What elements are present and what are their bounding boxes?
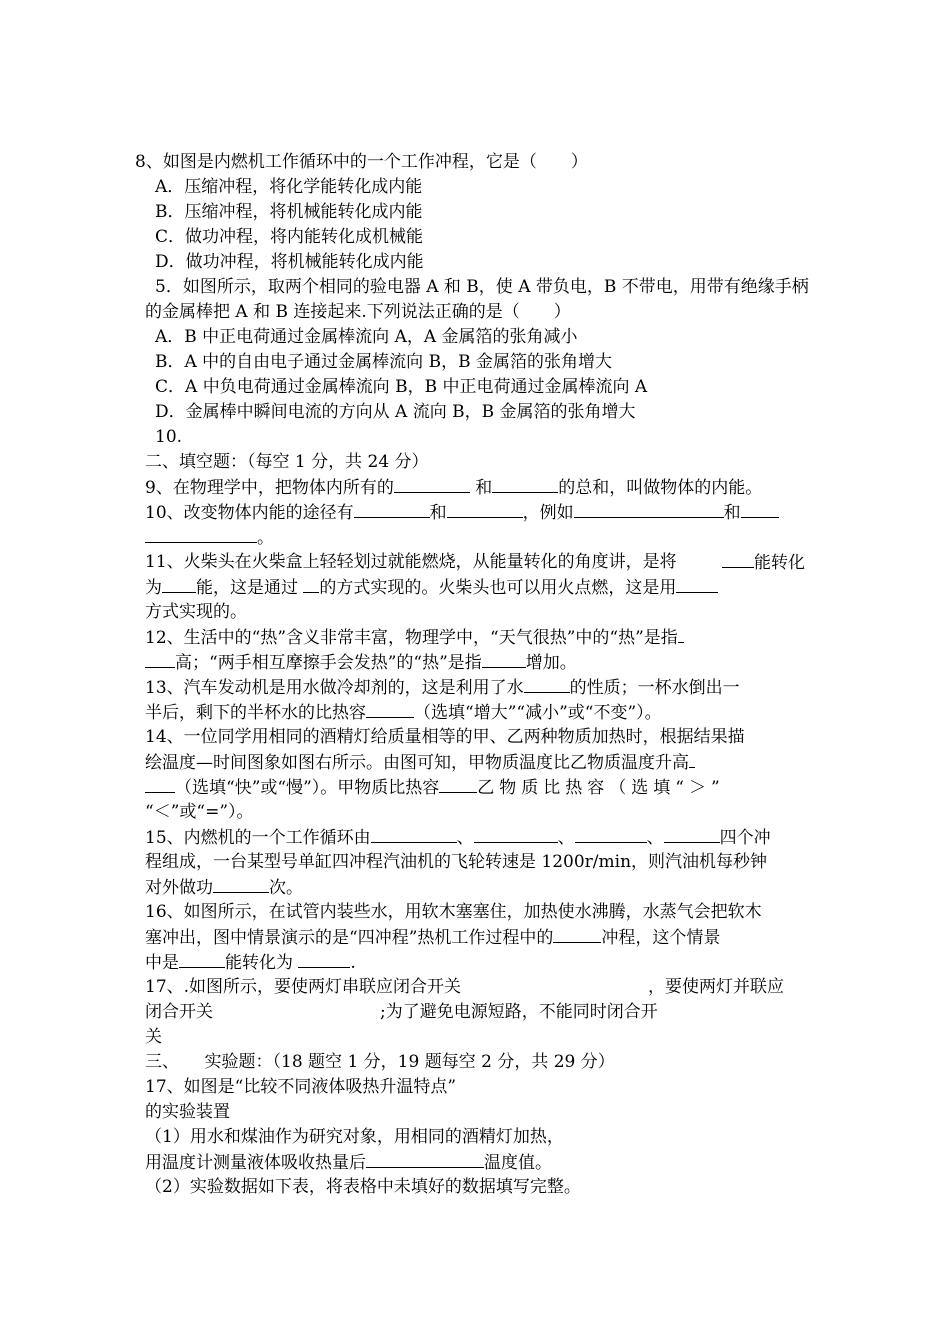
q12-text-b: 高；“两手相互摩擦手会发热”的“热”是指 bbox=[175, 653, 482, 673]
q9-text-a: 9、在物理学中，把物体内所有的 bbox=[145, 478, 394, 498]
q17-line2-c: 闭合开关 bbox=[145, 1002, 213, 1022]
q8-option-c: C．做功冲程，将内能转化成机械能 bbox=[155, 227, 424, 247]
q10-text-d: 和 bbox=[723, 503, 741, 523]
q10-text-e: 。 bbox=[257, 528, 274, 548]
q17b-text-d: 用温度计测量液体吸收热量后 bbox=[145, 1153, 366, 1173]
q17b-text-e: 温度值。 bbox=[484, 1153, 552, 1173]
q13-text-d: （选填“增大”“减小”或“不变”）。 bbox=[414, 703, 662, 723]
q12-text-a: 12、生活中的“热”含义非常丰富，物理学中，“天气很热”中的“热”是指 bbox=[145, 628, 678, 648]
q5-option-b: B．A 中的自由电子通过金属棒流向 B，B 金属箔的张角增大 bbox=[155, 352, 612, 372]
q11-text-c: 为 bbox=[145, 578, 162, 598]
q15-sep-2: 、 bbox=[557, 828, 575, 848]
q14-text-d: 乙物质比热容（选填“＞” bbox=[477, 778, 725, 798]
q16-text-b: 塞冲出，图中情景演示的是“四冲程”热机工作过程中的 bbox=[145, 928, 554, 948]
q14-line3 bbox=[145, 775, 725, 800]
q12-blank-1[interactable] bbox=[678, 625, 684, 643]
q11-text-d: 能，这是通过 bbox=[196, 578, 304, 598]
q9-blank-1[interactable] bbox=[394, 475, 470, 493]
q15-blank-3[interactable] bbox=[575, 825, 647, 843]
q10-blank-2[interactable] bbox=[447, 500, 523, 518]
q11-blank-2[interactable] bbox=[162, 575, 196, 593]
q10-text-a: 10、改变物体内能的途径有 bbox=[145, 503, 354, 523]
q15-sep-3: 、 bbox=[646, 828, 664, 848]
q14-blank-1[interactable] bbox=[689, 750, 695, 768]
q14-blank-1-cont[interactable] bbox=[145, 775, 175, 793]
q13-line1 bbox=[145, 675, 740, 700]
q13-line2 bbox=[145, 700, 662, 725]
q9-line bbox=[145, 475, 762, 500]
q14-line2 bbox=[145, 750, 695, 775]
q10-text-c: ，例如 bbox=[522, 503, 574, 523]
q10-line1 bbox=[145, 500, 779, 525]
q15-line2: 程组成，一台某型号单缸四冲程汽油机的飞轮转速是 1200r/min，则汽油机每秒钟 bbox=[145, 852, 768, 872]
q16-line3 bbox=[145, 950, 356, 975]
q15-line1 bbox=[145, 825, 771, 850]
q5-option-d: D．金属棒中瞬间电流的方向从 A 流向 B，B 金属箔的张角增大 bbox=[155, 402, 636, 422]
q15-text-e: 次。 bbox=[269, 878, 303, 898]
q10-label: 10. bbox=[155, 427, 183, 447]
q14-text-c: （选填“快”或“慢”）。甲物质比热容 bbox=[175, 778, 440, 798]
q12-line1 bbox=[145, 625, 684, 650]
q15-blank-4[interactable] bbox=[664, 825, 720, 843]
q13-blank-1[interactable] bbox=[524, 675, 570, 693]
q10-line2 bbox=[145, 525, 274, 550]
q14-line1: 14、一位同学用相同的酒精灯给质量相等的甲、乙两种物质加热时，根据结果描 bbox=[145, 727, 745, 747]
q15-blank-5[interactable] bbox=[213, 875, 269, 893]
q16-blank-3[interactable] bbox=[298, 950, 350, 968]
q13-text-c: 半后，剩下的半杯水的比热容 bbox=[145, 703, 366, 723]
q5-option-a: A．B 中正电荷通过金属棒流向 A，A 金属箔的张角减小 bbox=[155, 327, 578, 347]
q17b-blank-1[interactable] bbox=[366, 1150, 484, 1168]
q13-text-a: 13、汽车发动机是用水做冷却剂的，这是利用了水 bbox=[145, 678, 524, 698]
q12-line2 bbox=[145, 650, 577, 675]
q5-option-c: C．A 中负电荷通过金属棒流向 B，B 中正电荷通过金属棒流向 A bbox=[155, 377, 648, 397]
q16-line2 bbox=[145, 925, 720, 950]
q9-blank-2[interactable] bbox=[492, 475, 558, 493]
q16-text-c: 冲程，这个情景 bbox=[601, 928, 721, 948]
q12-text-c: 增加。 bbox=[525, 653, 577, 673]
q11-text-a: 11、火柴头在火柴盒上轻轻划过就能燃烧，从能量转化的角度讲，是将 bbox=[145, 552, 677, 572]
q17b-line4 bbox=[145, 1150, 552, 1175]
q15-blank-1[interactable] bbox=[371, 825, 457, 843]
q9-text-c: 的总和，叫做物体的内能。 bbox=[558, 478, 763, 498]
q8-stem: 8、如图是内燃机工作循环中的一个工作冲程，它是（ ） bbox=[135, 152, 588, 172]
q17-line2-d: ;为了避免电源短路，不能同时闭合开 bbox=[380, 1002, 658, 1022]
q17-line1-b: ，要使两灯并联应 bbox=[648, 977, 784, 997]
q15-blank-2[interactable] bbox=[474, 825, 558, 843]
q10-text-b: 和 bbox=[429, 503, 447, 523]
q13-blank-2[interactable] bbox=[366, 700, 414, 718]
q11-blank-4[interactable] bbox=[676, 575, 718, 593]
q14-text-b: 绘温度—时间图象如图右所示。由图可知，甲物质温度比乙物质温度升高 bbox=[145, 753, 689, 773]
q15-text-d: 对外做功 bbox=[145, 878, 213, 898]
q12-blank-1-cont[interactable] bbox=[145, 650, 175, 668]
q9-text-b: 和 bbox=[469, 478, 493, 498]
q17b-line1: 17、如图是“比较不同液体吸热升温特点” bbox=[145, 1077, 457, 1097]
q11-blank-3[interactable] bbox=[303, 575, 319, 593]
q17b-line5: （2）实验数据如下表，将表格中未填好的数据填写完整。 bbox=[145, 1177, 581, 1197]
q11-line1 bbox=[145, 550, 805, 575]
section2-heading: 二、填空题：（每空 1 分，共 24 分） bbox=[145, 452, 429, 472]
q17b-line2: 的实验装置 bbox=[145, 1102, 230, 1122]
q8-option-b: B．压缩冲程，将机械能转化成内能 bbox=[155, 202, 423, 222]
q11-blank-1[interactable] bbox=[722, 550, 754, 568]
q15-text-b: 四个冲 bbox=[719, 828, 771, 848]
q10-blank-4-cont[interactable] bbox=[145, 525, 257, 543]
q11-text-b: 能转化 bbox=[754, 553, 805, 573]
q10-blank-3[interactable] bbox=[574, 500, 724, 518]
q16-text-d: 中是 bbox=[145, 953, 179, 973]
q11-line2 bbox=[145, 575, 718, 600]
q5-stem-line1: 5．如图所示，取两个相同的验电器 A 和 B，使 A 带负电，B 不带电，用带有绝缘手柄 bbox=[155, 277, 809, 297]
section3-heading: 三、 实验题：（18 题空 1 分，19 题每空 2 分，共 29 分） bbox=[145, 1052, 615, 1072]
q17b-line3: （1）用水和煤油作为研究对象，用相同的酒精灯加热， bbox=[145, 1127, 564, 1147]
q14-line4: “＜”或“=”）。 bbox=[145, 802, 254, 822]
q14-blank-2[interactable] bbox=[439, 775, 477, 793]
q12-blank-2[interactable] bbox=[482, 650, 526, 668]
q15-line3 bbox=[145, 875, 303, 900]
q17-line1-a: 17、.如图所示，要使两灯串联应闭合开关 bbox=[145, 977, 462, 997]
q5-stem-line2: 的金属棒把 A 和 B 连接起来.下列说法正确的是（ ） bbox=[145, 302, 571, 322]
q10-blank-1[interactable] bbox=[354, 500, 430, 518]
q8-option-d: D．做功冲程，将机械能转化成内能 bbox=[155, 252, 424, 272]
q17-line3: 关 bbox=[145, 1027, 162, 1047]
q15-text-a: 15、内燃机的一个工作循环由 bbox=[145, 828, 371, 848]
q16-line1: 16、如图所示，在试管内装些水，用软木塞塞住，加热使水沸腾，水蒸气会把软木 bbox=[145, 902, 762, 922]
q10-blank-4[interactable] bbox=[741, 500, 779, 518]
q13-text-b: 的性质；一杯水倒出一 bbox=[569, 678, 740, 698]
q8-option-a: A．压缩冲程，将化学能转化成内能 bbox=[155, 177, 423, 197]
q11-line3: 方式实现的。 bbox=[145, 602, 247, 622]
q11-text-e: 的方式实现的。火柴头也可以用火点燃，这是用 bbox=[319, 578, 677, 598]
q15-sep-1: 、 bbox=[456, 828, 474, 848]
q16-blank-2[interactable] bbox=[179, 950, 225, 968]
q16-text-e: 能转化为 bbox=[225, 953, 299, 973]
q16-blank-1[interactable] bbox=[553, 925, 601, 943]
q16-text-f: . bbox=[350, 953, 356, 973]
